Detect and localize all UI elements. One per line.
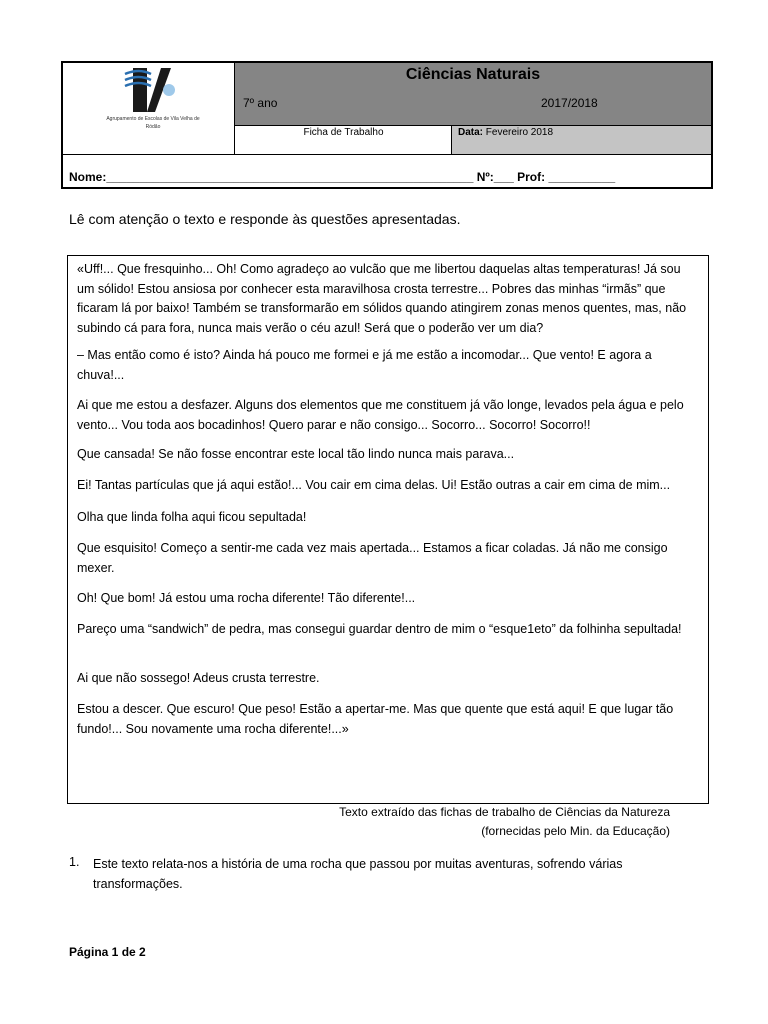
question-text: Este texto relata-nos a história de uma rocha que passou por muitas aventuras, sofrendo várias transformações. [93,857,623,891]
page-number: Página 1 de 2 [69,945,146,959]
story-paragraph: Ei! Tantas partículas que já aqui estão!... Vou cair em cima delas. Ui! Estão outras a cair em cima de mim... [77,478,671,492]
question-number: 1. [69,855,80,869]
source-publisher: (fornecidas pelo Min. da Educação) [481,824,670,838]
logo-cell [63,63,235,154]
story-paragraph: Olha que linda folha aqui ficou sepultada! [77,510,307,524]
school-year: 2017/2018 [541,96,598,110]
date-field [458,127,553,138]
instruction-text: Lê com atenção o texto e responde às questões apresentadas. [69,211,461,227]
logo-caption: Agrupamento de Escolas de Vila Velha de Ródão [106,116,200,130]
story-paragraph: Ai que me estou a desfazer. Alguns dos elementos que me constituem já vão longe, levados pela água e pelo vento... Vou toda aos bocadinhos! Quero parar e não consigo... Socorro... Socorro! Socorro!! [77,398,684,432]
school-logo-icon [121,66,177,116]
story-paragraph: Que esquisito! Começo a sentir-me cada vez mais apertada... Estamos a ficar coladas. Já não me consigo mexer. [77,541,668,575]
story-paragraph: Que cansada! Se não fosse encontrar este local tão lindo nunca mais parava... [77,447,515,461]
story-paragraph: Estou a descer. Que escuro! Que peso! Estão a apertar-me. Mas que quente que está aqui! E que lugar tão fundo!... Sou novamente uma rocha diferente!...» [77,702,674,736]
date-value: Fevereiro 2018 [485,127,554,138]
header-table [61,61,713,189]
worksheet-label: Ficha de Trabalho [303,127,384,138]
story-paragraph: Pareço uma “sandwich” de pedra, mas consegui guardar dentro de mim o “esque1eto” da folhinha sepultada! [77,622,682,636]
story-textbox [67,255,709,804]
grade-label: 7º ano [243,96,278,110]
date-label: Data: [458,127,484,138]
story-paragraph: Ai que não sossego! Adeus crusta terrestre. [77,671,320,685]
story-paragraph: – Mas então como é isto? Ainda há pouco me formei e já me estão a incomodar... Que vento! E agora a chuva!... [77,348,652,382]
header-divider [63,154,711,155]
story-paragraph: Oh! Que bom! Já estou uma rocha diferente! Tão diferente!... [77,591,416,605]
subject-title: Ciências Naturais [405,66,541,83]
student-info-line: Nome:_______________________________________________________ Nº:___ Prof: __________ [69,170,616,184]
source-citation: Texto extraído das fichas de trabalho de Ciências da Natureza [339,805,670,819]
story-paragraph: «Uff!... Que fresquinho... Oh! Como agradeço ao vulcão que me libertou daquelas altas temperaturas! Já sou um sólido! Estou ansiosa por conhecer esta maravilhosa crosta terrestre... Pobres das minhas “irmãs” que ficaram lá por baixo! Também se transformarão em sólidos quando atingirem zonas menos quentes, mas, não subindo cá para fora, nunca mais verão o céu azul! Será que o poderão ver um dia? [77,262,687,335]
